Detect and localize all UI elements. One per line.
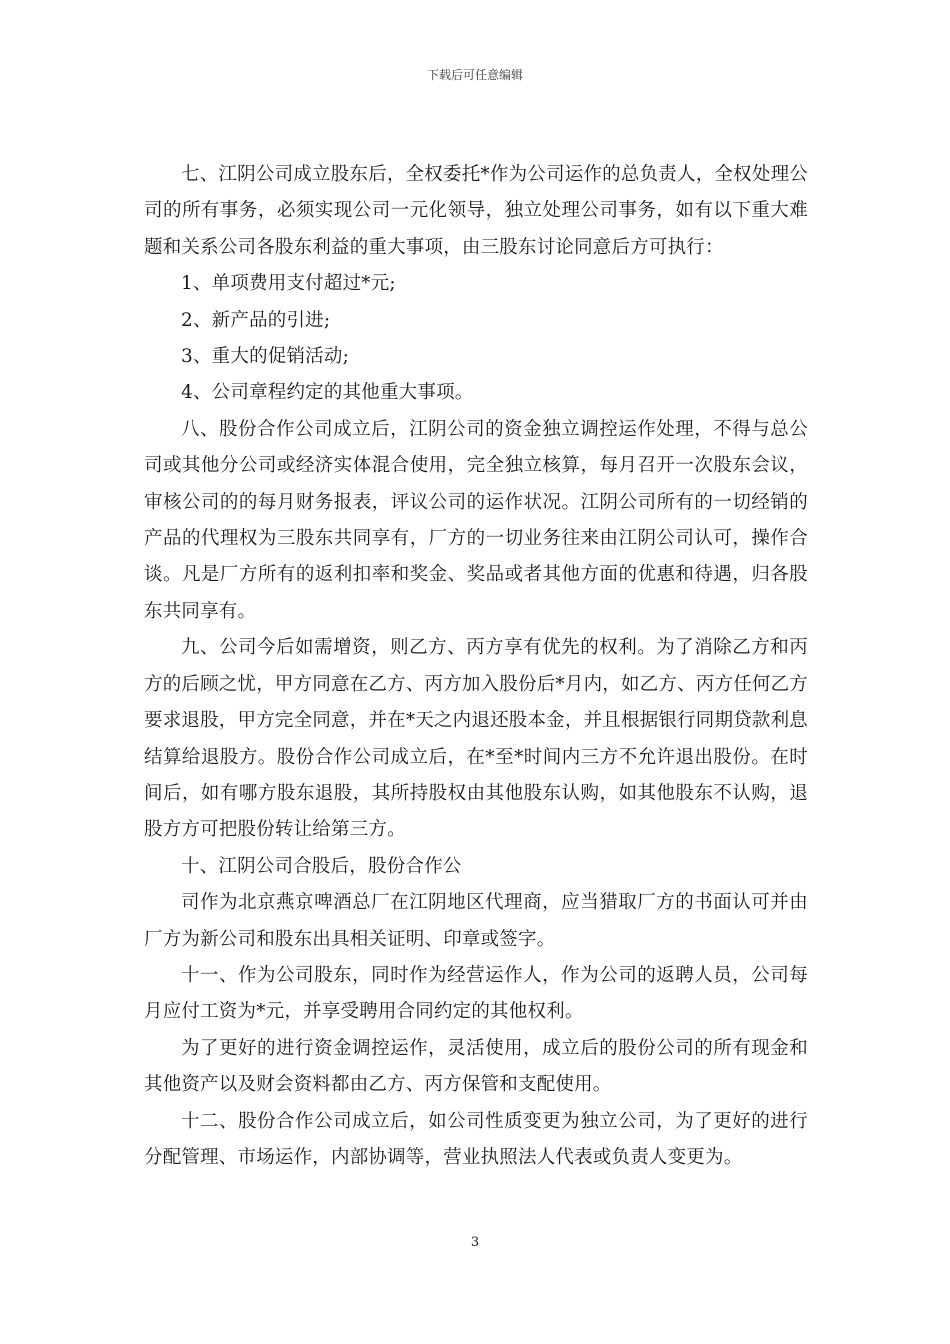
paragraph-10: 十、江阴公司合股后，股份合作公 bbox=[181, 855, 462, 877]
paragraph-8: 八、股份合作公司成立后，江阴公司的资金独立调控运作处理，不得与总公司或其他分公司或经济实体混合使用，完全独立核算，每月召开一次股东会议，审核公司的的每月财务报表，评议公司的运作状况。江阴公司所有的一切经销的产品的代理权为三股东共同享有，厂方的一切业务往来由江阴公司认可，操作合谈。凡是厂方所有的返利扣率和奖金、奖品或者其他方面的优惠和待遇，归各股东共同享有。 bbox=[144, 418, 808, 622]
list-item-2: 2、新产品的引进; bbox=[181, 309, 331, 331]
paragraph-9: 九、公司今后如需增资，则乙方、丙方享有优先的权利。为了消除乙方和丙方的后顾之忧，甲方同意在乙方、丙方加入股份后*月内，如乙方、丙方任何乙方要求退股，甲方完全同意，并在*天之内退还股本金，并且根据银行同期贷款利息结算给退股方。股份合作公司成立后，在*至*时间内三方不允许退出股份。在时间后，如有哪方股东退股，其所持股权由其他股东认购，如其他股东不认购，退股方方可把股份转让给第三方。 bbox=[144, 637, 808, 841]
paragraph-10-continued: 司作为北京燕京啤酒总厂在江阴地区代理商，应当猎取厂方的书面认可并由厂方为新公司和股东出具相关证明、印章或签字。 bbox=[144, 892, 808, 950]
paragraph-12: 十二、股份合作公司成立后，如公司性质变更为独立公司，为了更好的进行分配管理、市场运作，内部协调等，营业执照法人代表或负责人变更为。 bbox=[144, 1110, 808, 1168]
page-header: 下载后可任意编辑 bbox=[426, 68, 523, 82]
paragraph-11: 十一、作为公司股东，同时作为经营运作人，作为公司的返聘人员，公司每月应付工资为*元，并享受聘用合同约定的其他权利。 bbox=[144, 964, 808, 1023]
document-body bbox=[144, 157, 808, 1176]
paragraph-11-supplement: 为了更好的进行资金调控运作，灵活使用，成立后的股份公司的所有现金和其他资产以及财会资料都由乙方、丙方保管和支配使用。 bbox=[144, 1037, 808, 1096]
list-item-3: 3、重大的促销活动; bbox=[181, 346, 350, 368]
list-item-1: 1、单项费用支付超过*元; bbox=[181, 273, 396, 295]
list-item-4: 4、公司章程约定的其他重大事项。 bbox=[181, 382, 474, 404]
page-number: 3 bbox=[470, 1235, 480, 1250]
paragraph-7: 七、江阴公司成立股东后，全权委托*作为公司运作的总负责人，全权处理公司的所有事务，必须实现公司一元化领导，独立处理公司事务，如有以下重大难题和关系公司各股东利益的重大事项，由三股东讨论同意后方可执行： bbox=[144, 164, 808, 258]
